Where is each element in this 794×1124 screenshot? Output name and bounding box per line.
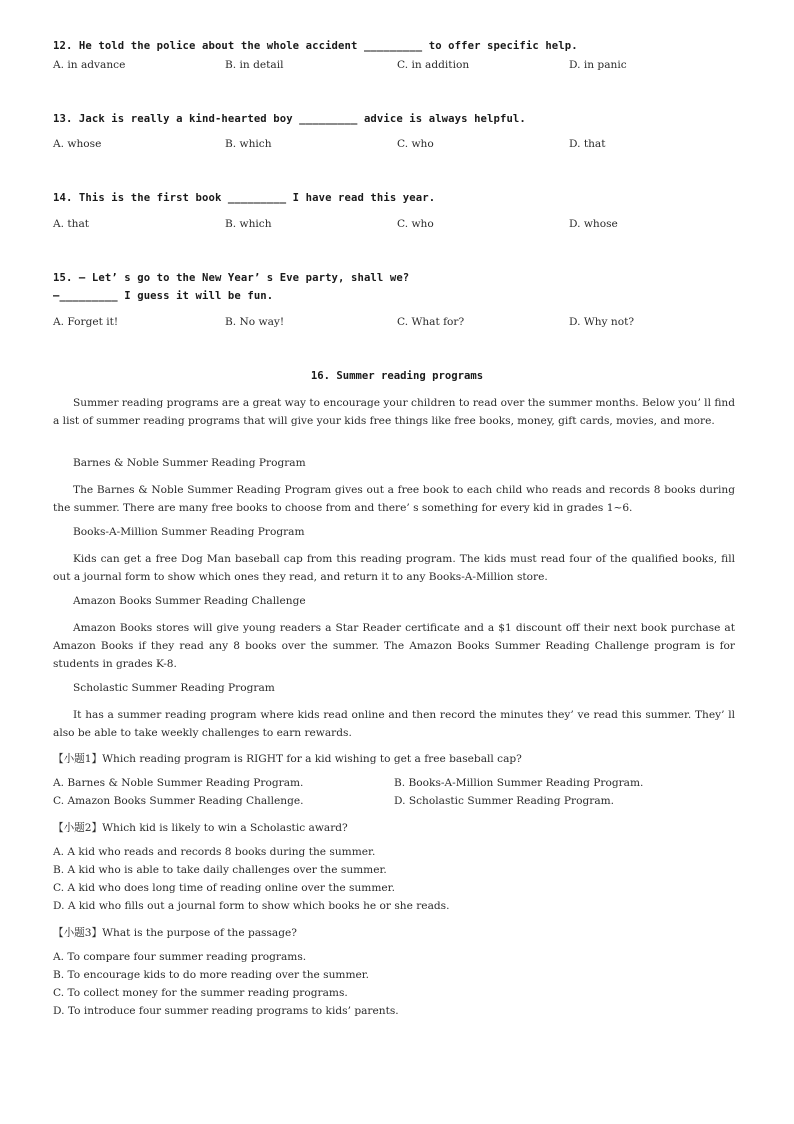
q14-option-d: D. whose <box>569 218 618 230</box>
section-body-text: Amazon Books stores will give young readers a Star Reader certificate and a $1 discount off their next book purchase at Amazon Books if they read any 8 books over the summer. The Amazon Books Summer Reading Challenge program is for students in grades K-8. <box>53 622 735 670</box>
section-heading-scholastic: Scholastic Summer Reading Program <box>73 682 275 694</box>
section-heading-amazon: Amazon Books Summer Reading Challenge <box>73 595 306 607</box>
q15-option-b: B. No way! <box>225 316 285 328</box>
q12-option-b: B. in detail <box>225 59 284 71</box>
subquestion-2-stem: 【小题2】Which kid is likely to win a Scholastic award? <box>53 822 348 834</box>
subquestion-1-stem: 【小题1】Which reading program is RIGHT for a kid wishing to get a free baseball cap? <box>53 753 522 765</box>
sq1-option-d: D. Scholastic Summer Reading Program. <box>394 795 615 807</box>
sq1-option-c: C. Amazon Books Summer Reading Challenge. <box>53 795 304 807</box>
q14-option-a: A. that <box>53 218 90 230</box>
sq2-option-c: C. A kid who does long time of reading online over the summer. <box>53 882 395 894</box>
section-body-barnes-noble <box>53 481 735 517</box>
sq3-option-b: B. To encourage kids to do more reading over the summer. <box>53 969 370 981</box>
sq2-option-a: A. A kid who reads and records 8 books during the summer. <box>53 846 376 858</box>
question-14-stem: 14. This is the first book _________ I have read this year. <box>53 192 436 204</box>
passage-intro <box>53 394 735 430</box>
q15-option-a: A. Forget it! <box>53 316 119 328</box>
q12-option-c: C. in addition <box>397 59 470 71</box>
q15-option-c: C. What for? <box>397 316 465 328</box>
sq2-option-d: D. A kid who fills out a journal form to show which books he or she reads. <box>53 900 450 912</box>
sq3-option-a: A. To compare four summer reading programs. <box>53 951 307 963</box>
section-body-text: The Barnes & Noble Summer Reading Program gives out a free book to each child who reads and records 8 books during the summer. There are many free books to choose from and there’ s something for every kid in grades 1~6. <box>53 484 735 514</box>
passage-intro-text: Summer reading programs are a great way to encourage your children to read over the summer months. Below you’ ll find a list of summer reading programs that will give your kids free things like free books, money, gift cards, movies, and more. <box>53 397 735 427</box>
q14-option-b: B. which <box>225 218 272 230</box>
q15-option-d: D. Why not? <box>569 316 635 328</box>
section-heading-barnes-noble: Barnes & Noble Summer Reading Program <box>73 457 306 469</box>
sq1-option-b: B. Books-A-Million Summer Reading Program. <box>394 777 644 789</box>
section-body-amazon <box>53 619 735 673</box>
question-15-stem-line2: —_________ I guess it will be fun. <box>53 290 274 302</box>
q12-option-a: A. in advance <box>53 59 126 71</box>
q13-option-a: A. whose <box>53 138 102 150</box>
section-body-text: Kids can get a free Dog Man baseball cap from this reading program. The kids must read four of the qualified books, fill out a journal form to show which ones they read, and return it to any Books-A-Million store. <box>53 553 735 583</box>
question-15-stem-line1: 15. — Let’ s go to the New Year’ s Eve party, shall we? <box>53 272 410 284</box>
section-body-books-a-million <box>53 550 735 586</box>
section-heading-books-a-million: Books-A-Million Summer Reading Program <box>73 526 305 538</box>
question-12-stem: 12. He told the police about the whole accident _________ to offer specific help. <box>53 40 578 52</box>
section-body-scholastic <box>53 706 735 742</box>
q12-option-d: D. in panic <box>569 59 627 71</box>
subquestion-3-stem: 【小题3】What is the purpose of the passage? <box>53 927 297 939</box>
sq3-option-c: C. To collect money for the summer reading programs. <box>53 987 348 999</box>
q13-option-c: C. who <box>397 138 434 150</box>
q13-option-d: D. that <box>569 138 606 150</box>
q14-option-c: C. who <box>397 218 434 230</box>
sq3-option-d: D. To introduce four summer reading programs to kids’ parents. <box>53 1005 399 1017</box>
q13-option-b: B. which <box>225 138 272 150</box>
sq2-option-b: B. A kid who is able to take daily challenges over the summer. <box>53 864 387 876</box>
passage-title: 16. Summer reading programs <box>310 370 484 382</box>
question-13-stem: 13. Jack is really a kind-hearted boy _________ advice is always helpful. <box>53 113 526 125</box>
section-body-text: It has a summer reading program where kids read online and then record the minutes they’ ve read this summer. They’ ll also be able to take weekly challenges to earn rewards. <box>53 709 735 739</box>
sq1-option-a: A. Barnes & Noble Summer Reading Program. <box>53 777 304 789</box>
